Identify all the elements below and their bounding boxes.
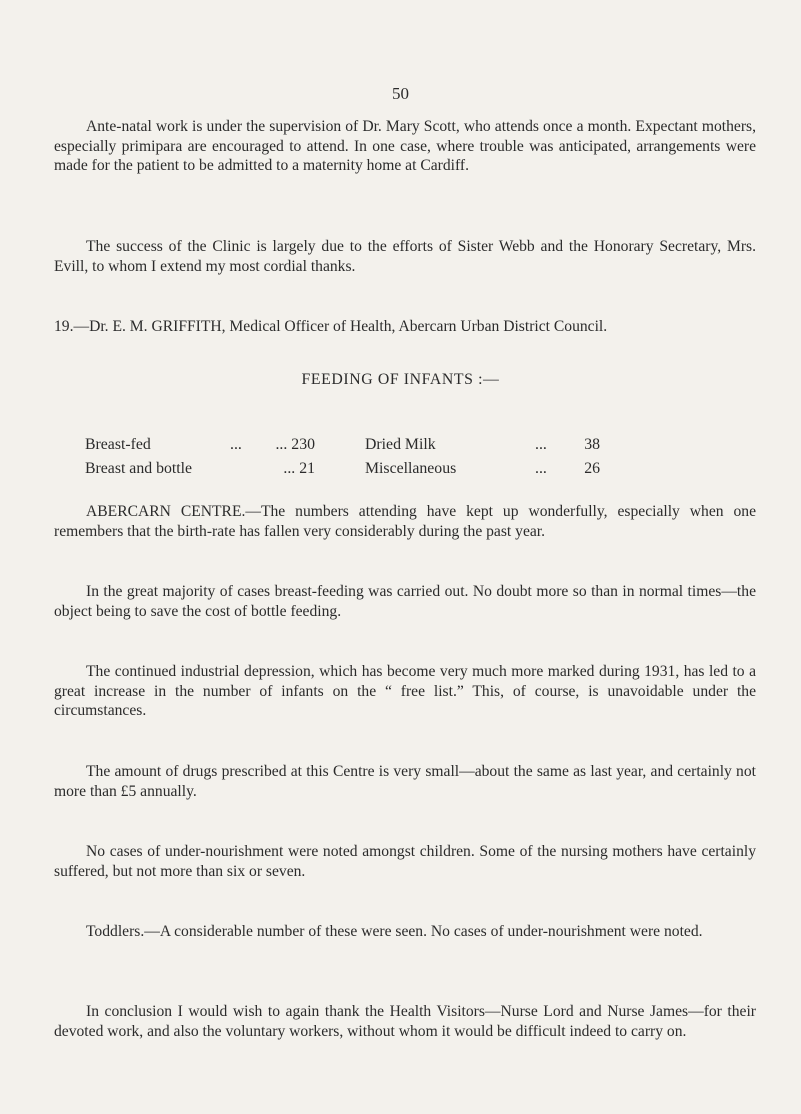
table-row xyxy=(85,433,645,457)
table-title: FEEDING OF INFANTS :— xyxy=(301,371,500,388)
paragraph-breast-feeding: In the great majority of cases breast-feeding was carried out. No doubt more so than in normal times—the object being to save the cost of bottle feeding. xyxy=(54,583,756,620)
leader-dots: ... xyxy=(275,436,288,453)
row-label-left: Breast and bottle xyxy=(85,460,193,477)
table-row xyxy=(85,457,645,481)
paragraph-clinic-thanks: The success of the Clinic is largely due to the efforts of Sister Webb and the Honorary Secretary, Mrs. Evill, to whom I extend my most cordial thanks. xyxy=(54,238,756,275)
row-value-left xyxy=(253,433,315,457)
row-value-left xyxy=(253,457,315,481)
paragraph-drugs: The amount of drugs prescribed at this Centre is very small—about the same as last year, and certainly not more than £5 annually. xyxy=(54,763,756,800)
paragraph-depression: The continued industrial depression, which has become very much more marked during 1931, has led to a great increase in the number of infants on the “ free list.” This, of course, is unavoidable under the circumstances. xyxy=(54,663,756,720)
row-label-right: Dried Milk xyxy=(365,436,436,453)
row-value-right: 38 xyxy=(584,436,600,453)
paragraph-conclusion: In conclusion I would wish to again thank the Health Visitors—Nurse Lord and Nurse James—for their devoted work, and also the voluntary workers, without whom it would be difficult indeed to carry on. xyxy=(54,1003,756,1040)
row-label-left: Breast-fed xyxy=(85,436,151,453)
row-value-right: 26 xyxy=(584,460,600,477)
leader-dots: ... xyxy=(535,460,547,477)
paragraph-toddlers: Toddlers.—A considerable number of these were seen. No cases of under-nourishment were noted. xyxy=(86,923,703,940)
value: 230 xyxy=(291,436,315,453)
value: 21 xyxy=(299,460,315,477)
paragraph-under-nourishment: No cases of under-nourishment were noted amongst children. Some of the nursing mothers have certainly suffered, but not more than six or seven. xyxy=(54,843,756,880)
leader-dots: ... xyxy=(230,436,242,453)
feeding-table xyxy=(85,433,645,481)
paragraph-abercarn-centre: ABERCARN CENTRE.—The numbers attending have kept up wonderfully, especially when one remembers that the birth-rate has fallen very considerably during the past year. xyxy=(54,503,756,540)
leader-dots: ... xyxy=(283,460,296,477)
leader-dots: ... xyxy=(535,436,547,453)
page-number: 50 xyxy=(392,84,409,103)
paragraph-antenatal: Ante-natal work is under the supervision of Dr. Mary Scott, who attends once a month. Expectant mothers, especially primipara are encouraged to attend. In one case, where trouble was anticipated, arrangements were made for the patient to be admitted to a maternity home at Cardiff. xyxy=(54,118,756,175)
section-heading: 19.—Dr. E. M. GRIFFITH, Medical Officer of Health, Abercarn Urban District Council. xyxy=(54,318,608,335)
row-label-right: Miscellaneous xyxy=(365,460,457,477)
